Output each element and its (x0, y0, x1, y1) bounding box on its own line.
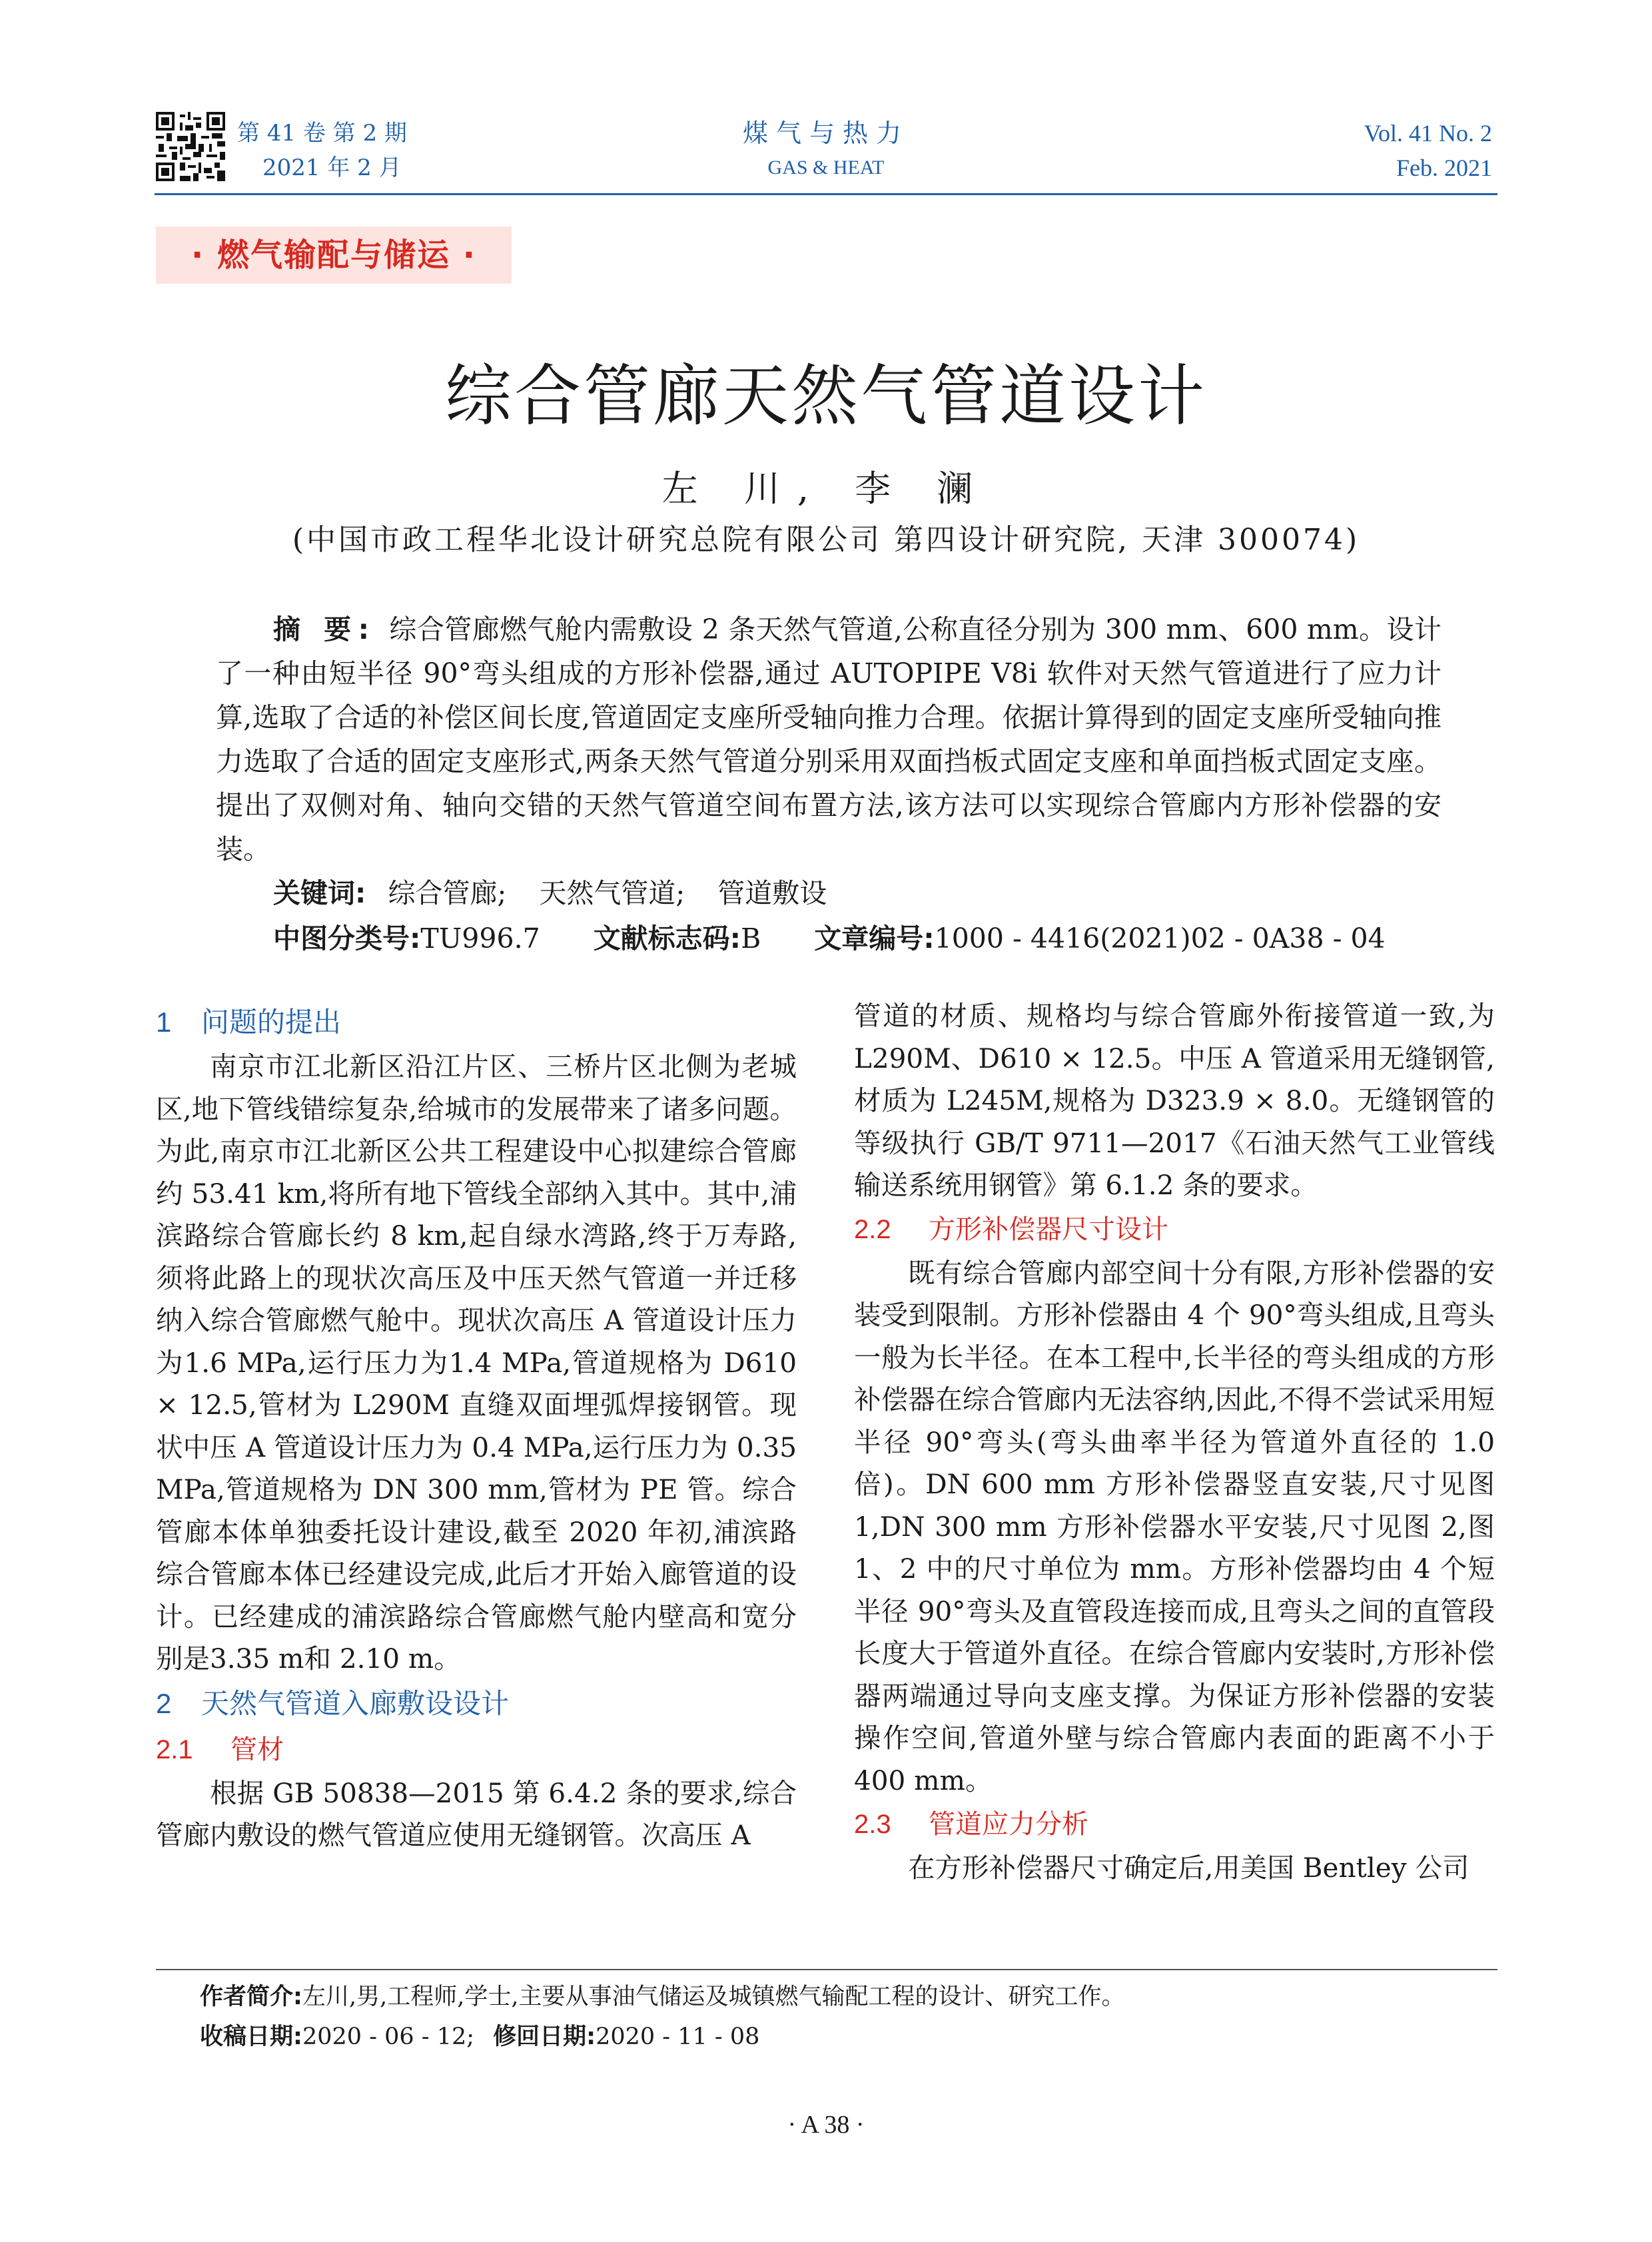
revised-date: 2020 - 11 - 08 (596, 2024, 760, 2050)
subsection-number: 2.1 (156, 1734, 193, 1764)
keywords-label: 关键词: (273, 877, 366, 909)
body-column-right (854, 995, 1495, 1890)
section-heading (156, 999, 797, 1046)
article-number-label: 文章编号: (814, 923, 935, 954)
article-number-value: 1000 - 4416(2021)02 - 0A38 - 04 (934, 923, 1386, 954)
column-category-tag: · 燃气输配与储运 · (156, 226, 512, 284)
journal-name-cn: 煤气与热力 (742, 119, 909, 148)
doc-code-value: B (741, 923, 761, 954)
abstract-label: 摘 要: (273, 613, 376, 645)
abstract (216, 607, 1442, 871)
paragraph: 根据 GB 50838—2015 第 6.4.2 条的要求,综合管廊内敷设的燃气管道应使用无缝钢管。次高压 A (156, 1776, 797, 1851)
paragraph: 南京市江北新区沿江片区、三桥片区北侧为老城区,地下管线错综复杂,给城市的发展带来了诸多问题。为此,南京市江北新区公共工程建设中心拟建综合管廊约 53.41 km,将所有地下管线全部纳入其中。其中,浦滨路综合管廊长约 8 km,起自绿水湾路,终于万寿路,须将此路上的现状次高压及中压天然气管道一并迁移纳入综合管廊燃气舱中。现状次高压 A 管道设计压力为1.6 MPa,运行压力为1.4 MPa,管道规格为 D610 × 12.5,管材为 L290M 直缝双面埋弧焊接钢管。现状中压 A 管道设计压力为 0.4 MPa,运行压力为 0.35 MPa,管道规格为 DN 300 mm,管材为 PE 管。综合管廊本体单独委托设计建设,截至 2020 年初,浦滨路综合管廊本体已经建设完成,此后才开始入廊管道的设计。已经建成的浦滨路综合管廊燃气舱内壁高和宽分别是3.35 m和 2.10 m。 (156, 1050, 797, 1675)
subsection-heading (854, 1802, 1495, 1847)
abstract-text: 综合管廊燃气舱内需敷设 2 条天然气管道,公称直径分别为 300 mm、600 mm。设计了一种由短半径 90°弯头组成的方形补偿器,通过 AUTOPIPE V8i 软件对天然气管道进行了应力计算,选取了合适的补偿区间长度,管道固定支座所受轴向推力合理。依据计算得到的固定支座所受轴向推力选取了合适的固定支座形式,两条天然气管道分别采用双面挡板式固定支座和单面挡板式固定支座。提出了双侧对角、轴向交错的天然气管道空间布置方法,该方法可以实现综合管廊内方形补偿器的安装。 (216, 613, 1442, 865)
keyword-item: 天然气管道; (539, 877, 685, 909)
subsection-title: 管道应力分析 (929, 1809, 1088, 1840)
keyword-item: 管道敷设 (717, 877, 827, 909)
classification-line (273, 917, 1472, 960)
received-date-label: 收稿日期: (200, 2024, 302, 2050)
author-bio-label: 作者简介: (200, 1984, 302, 2010)
doc-code-label: 文献标志码: (593, 923, 741, 954)
author-bio (200, 1977, 1465, 2017)
subsection-title: 方形补偿器尺寸设计 (929, 1214, 1168, 1245)
footnote (200, 1977, 1465, 2057)
clc-value: TU996.7 (420, 923, 540, 954)
section-title: 问题的提出 (201, 1006, 342, 1038)
journal-name (693, 116, 959, 185)
subsection-number: 2.2 (854, 1214, 891, 1244)
subsection-title: 管材 (230, 1734, 284, 1765)
section-heading (156, 1681, 797, 1727)
section-number: 2 (156, 1687, 172, 1719)
footnote-divider (156, 1969, 1497, 1970)
date-cn: 2021 年 2 月 (262, 155, 402, 181)
body-column-left (156, 999, 797, 1857)
qr-code-icon[interactable] (156, 112, 225, 181)
header-volume-en (1266, 116, 1492, 185)
section-title: 天然气管道入廊敷设设计 (201, 1686, 510, 1720)
author-bio-text: 左川,男,工程师,学士,主要从事油气储运及城镇燃气输配工程的设计、研究工作。 (302, 1984, 1125, 2010)
journal-name-en: GAS & HEAT (767, 157, 885, 179)
header-divider (155, 193, 1497, 195)
volume-cn: 第 41 卷 第 2 期 (237, 120, 407, 147)
paragraph: 既有综合管廊内部空间十分有限,方形补偿器的安装受到限制。方形补偿器由 4 个 90°弯头组成,且弯头一般为长半径。在本工程中,长半径的弯头组成的方形补偿器在综合管廊内无法容纳,因此,不得不尝试采用短半径 90°弯头(弯头曲率半径为管道外直径的 1.0 倍)。DN 600 mm 方形补偿器竖直安装,尺寸见图 1,DN 300 mm 方形补偿器水平安装,尺寸见图 2,图 1、2 中的尺寸单位为 mm。方形补偿器均由 4 个短半径 90°弯头及直管段连接而成,且弯头之间的直管段长度大于管道外直径。在综合管廊内安装时,方形补偿器两端通过导向支座支撑。为保证方形补偿器的安装操作空间,管道外壁与综合管廊内表面的距离不小于 400 mm。 (854, 1256, 1495, 1796)
subsection-heading (854, 1207, 1495, 1252)
section-number: 1 (156, 1006, 172, 1038)
received-date: 2020 - 06 - 12; (302, 2024, 475, 2050)
paragraph: 在方形补偿器尺寸确定后,用美国 Bentley 公司 (908, 1852, 1469, 1884)
page-number: · A 38 · (787, 2111, 865, 2139)
subsection-heading (156, 1727, 797, 1772)
date-en: Feb. 2021 (1396, 155, 1492, 181)
keyword-item: 综合管廊; (388, 877, 507, 909)
dates-line (200, 2017, 1465, 2057)
article-authors: 左 川, 李 澜 (661, 468, 991, 510)
volume-en: Vol. 41 No. 2 (1364, 120, 1492, 147)
article-title: 综合管廊天然气管道设计 (445, 357, 1207, 435)
header-volume-issue (237, 116, 407, 185)
clc-label: 中图分类号: (273, 923, 421, 954)
keywords (273, 871, 1446, 915)
author-affiliation: (中国市政工程华北设计研究总院有限公司 第四设计研究院, 天津 300074) (292, 523, 1360, 557)
revised-date-label: 修回日期: (493, 2024, 596, 2050)
paragraph-continued: 管道的材质、规格均与综合管廊外衔接管道一致,为 L290M、D610 × 12.5。中压 A 管道采用无缝钢管,材质为 L245M,规格为 D323.9 × 8.0。无缝钢管的等级执行 GB/T 9711—2017《石油天然气工业管线输送系统用钢管》第 6.1.2 条的要求。 (854, 1000, 1495, 1201)
subsection-number: 2.3 (854, 1810, 891, 1839)
